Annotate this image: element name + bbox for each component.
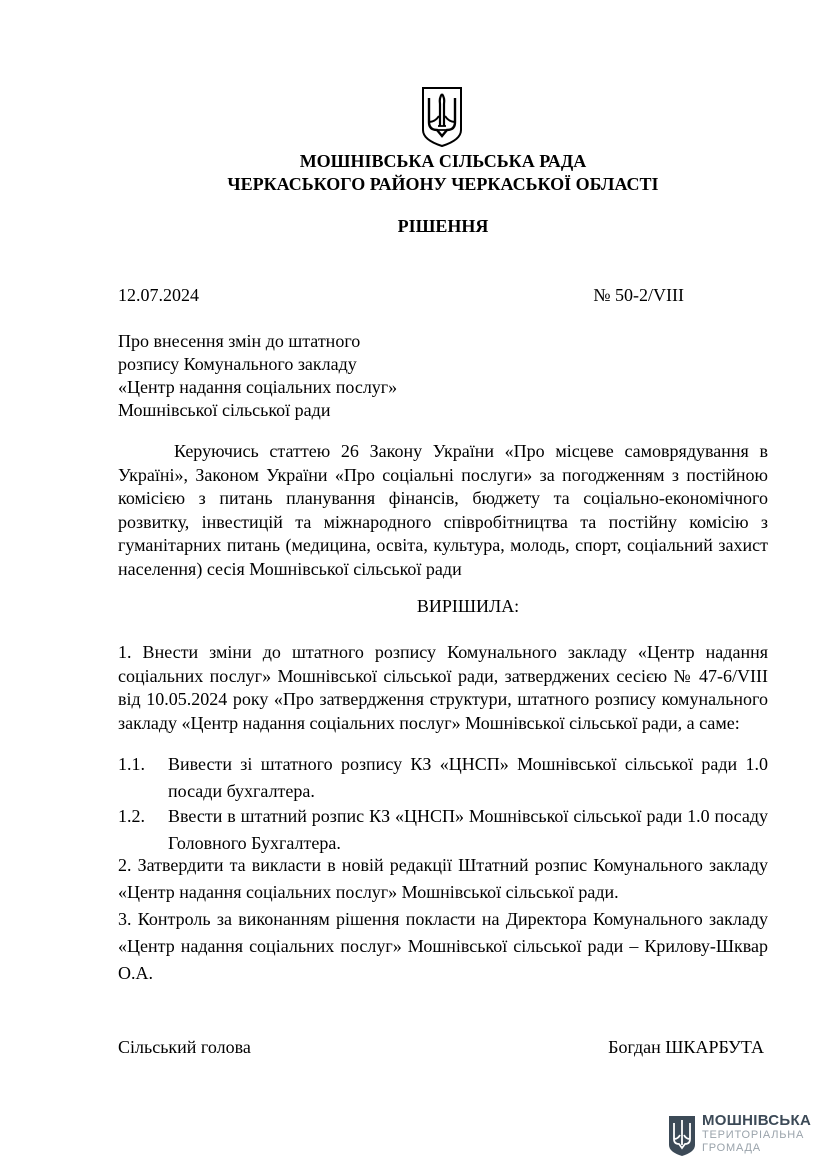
subitem-1-1 (118, 751, 768, 805)
subject-line: розпису Комунального закладу (118, 354, 357, 374)
subitem-text: Вивести зі штатного розпису КЗ «ЦНСП» Мошнівської сільської ради 1.0 посади бухгалтера. (168, 754, 768, 801)
preamble-paragraph: Керуючись статтею 26 Закону України «Про місцеве самоврядування в Україні», Законом України «Про соціальні послуги» за погодженням з постійною комісією з питань планування фінансів, бюджету та соціально-економічного розвитку, інвестицій та міжнародного співробітництва та постійну комісію з гуманітарних питань (медицина, освіта, культура, молодь, спорт, соціальний захист населення) сесія Мошнівської сільської ради (118, 441, 768, 579)
logo-line2: ТЕРИТОРІАЛЬНА (702, 1129, 805, 1141)
decided-heading: ВИРІШИЛА: (416, 596, 520, 616)
signatory-title: Сільський голова (118, 1037, 251, 1057)
subitem-number: 1.2. (118, 806, 145, 826)
logo-text (702, 1113, 811, 1155)
decision-date: 12.07.2024 (118, 285, 199, 305)
decision-subject (118, 330, 397, 422)
subitem-text: Ввести в штатний розпис КЗ «ЦНСП» Мошнівської сільської ради 1.0 посаду Головного Бухгалтера. (168, 806, 768, 853)
org-name-line2: ЧЕРКАСЬКОГО РАЙОНУ ЧЕРКАСЬКОЇ ОБЛАСТІ (227, 174, 659, 194)
trident-logo-icon (667, 1115, 697, 1157)
subject-line: Про внесення змін до штатного (118, 331, 361, 351)
trident-icon (420, 86, 464, 148)
subject-line: Мошнівської сільської ради (118, 400, 331, 420)
community-logo (667, 1112, 812, 1159)
subitem-number: 1.1. (118, 754, 145, 774)
item-1-paragraph: 1. Внести зміни до штатного розпису Комунального закладу «Центр надання соціальних послуг» Мошнівської сільської ради, затверджених сесією № 47-6/VIII від 10.05.2024 року «Про затвердження структури, штатного розпису комунального закладу «Центр надання соціальних послуг» Мошнівської сільської ради, а саме: (118, 642, 768, 733)
org-name-line1: МОШНІВСЬКА СІЛЬСЬКА РАДА (299, 151, 587, 171)
item-3-paragraph: 3. Контроль за виконанням рішення покласти на Директора Комунального закладу «Центр надання соціальних послуг» Мошнівської сільської ради – Крилову-Шквар О.А. (118, 909, 768, 983)
logo-line3: ГРОМАДА (702, 1142, 761, 1154)
document-type: РІШЕННЯ (397, 216, 489, 236)
decision-number: № 50-2/VIII (593, 285, 684, 305)
item-2-paragraph: 2. Затвердити та викласти в новій редакції Штатний розпис Комунального закладу «Центр надання соціальних послуг» Мошнівської сільської ради. (118, 855, 768, 902)
signatory-name: Богдан ШКАРБУТА (608, 1037, 764, 1057)
subitem-1-2 (118, 803, 768, 857)
logo-line1: МОШНІВСЬКА (702, 1112, 812, 1129)
subject-line: «Центр надання соціальних послуг» (118, 377, 398, 397)
